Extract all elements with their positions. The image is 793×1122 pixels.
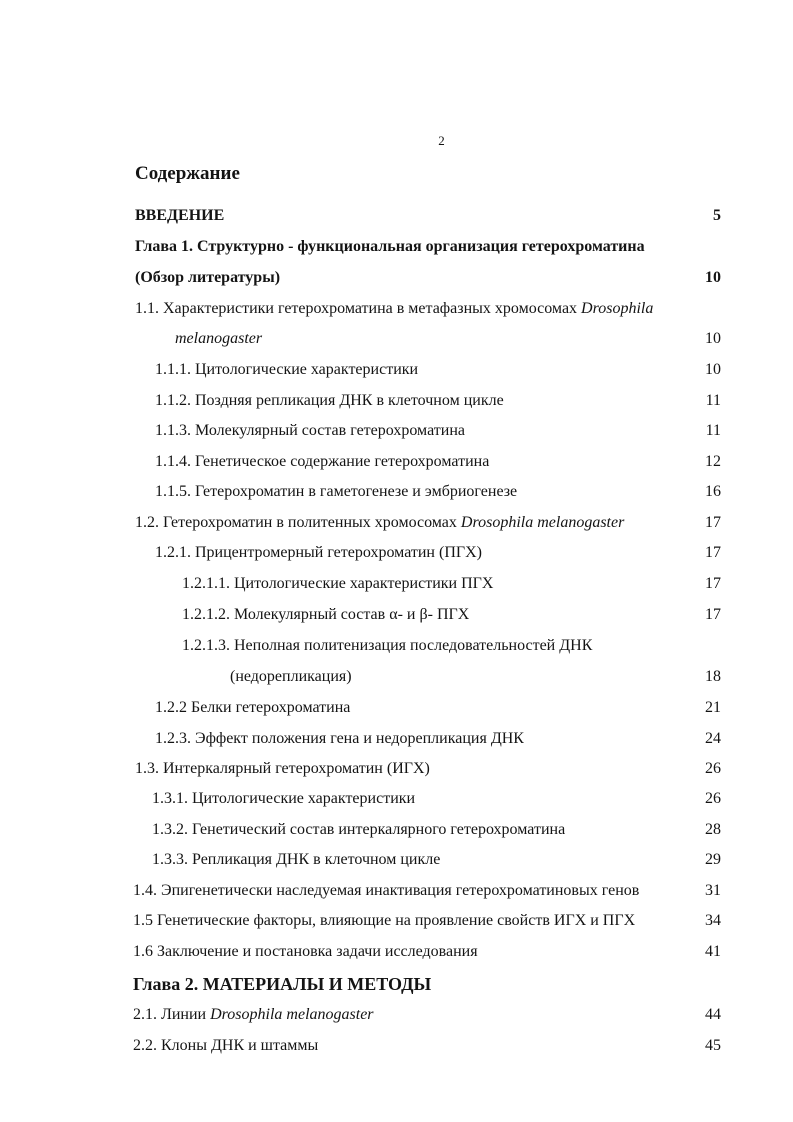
toc-entry-1-3-2[interactable] — [0, 818, 793, 842]
toc-entry-species: melanogaster — [175, 330, 263, 347]
toc-entry-1-1-2[interactable] — [0, 389, 793, 413]
toc-title: Содержание — [135, 163, 240, 184]
toc-entry-page: 12 — [705, 453, 721, 470]
toc-entry-page: 17 — [705, 514, 721, 531]
toc-entry-label: 1.6 Заключение и постановка задачи исследования — [133, 943, 478, 960]
toc-entry-page: 17 — [705, 606, 721, 623]
toc-entry-page: 11 — [705, 422, 721, 439]
toc-entry-label: 1.1.2. Поздняя репликация ДНК в клеточном цикле — [155, 392, 504, 409]
toc-entry-page: 18 — [705, 668, 721, 685]
toc-entry-1-2-3[interactable] — [0, 727, 793, 751]
toc-entry-label — [133, 1003, 374, 1027]
toc-entry-1-1-3[interactable] — [0, 419, 793, 443]
toc-entry-label: (недорепликация) — [230, 668, 352, 685]
toc-entry-label: 1.3.3. Репликация ДНК в клеточном цикле — [152, 851, 441, 868]
toc-entry-text: 1.2. Гетерохроматин в политенных хромосомах — [135, 514, 461, 531]
toc-entry-species: Drosophila — [581, 300, 654, 317]
toc-entry-label: ВВЕДЕНИЕ — [135, 207, 225, 224]
toc-entry-page: 41 — [705, 943, 721, 960]
toc-entry-label: 1.1.5. Гетерохроматин в гаметогенезе и эмбриогенезе — [155, 483, 518, 500]
toc-entry-1-2-1[interactable] — [0, 541, 793, 565]
toc-entry-1-2-1-1[interactable] — [0, 572, 793, 596]
toc-entry-page: 10 — [705, 330, 721, 347]
toc-entry-page: 28 — [705, 821, 721, 838]
toc-entry-page: 26 — [705, 760, 721, 777]
toc-entry-page: 5 — [713, 207, 721, 224]
toc-entry-label: 1.2.1.1. Цитологические характеристики ПГХ — [182, 575, 494, 592]
toc-entry-page: 11 — [705, 392, 721, 409]
toc-entry-page: 45 — [705, 1037, 721, 1054]
toc-entry-label: 1.3.2. Генетический состав интеркалярного гетерохроматина — [152, 821, 566, 838]
toc-entry-2-2[interactable] — [0, 1034, 793, 1058]
toc-entry-2-1[interactable] — [0, 1003, 793, 1027]
page-number: 2 — [438, 133, 445, 148]
toc-entry-1-5[interactable] — [0, 909, 793, 933]
toc-entry-introduction[interactable] — [0, 204, 793, 228]
toc-entry-species: Drosophila melanogaster — [210, 1006, 374, 1023]
toc-entry-label: Глава 1. Структурно - функциональная организация гетерохроматина — [135, 238, 645, 255]
toc-entry-label: 1.2.1.3. Неполная политенизация последовательностей ДНК — [182, 637, 593, 654]
toc-entry-label: 1.5 Генетические факторы, влияющие на проявление свойств ИГХ и ПГХ — [133, 912, 636, 929]
toc-entry-label — [175, 327, 262, 351]
toc-entry-chapter-2[interactable] — [0, 972, 793, 996]
toc-entry-label: (Обзор литературы) — [135, 269, 281, 286]
toc-entry-page: 29 — [705, 851, 721, 868]
toc-entry-page: 31 — [705, 882, 721, 899]
toc-entry-1-2-1-2[interactable] — [0, 603, 793, 627]
toc-entry-page: 24 — [705, 730, 721, 747]
toc-entry-1-1[interactable] — [0, 297, 793, 321]
toc-entry-1-3-3[interactable] — [0, 848, 793, 872]
toc-entry-text: 1.1. Характеристики гетерохроматина в метафазных хромосомах — [135, 300, 582, 317]
toc-entry-label: 1.2.2 Белки гетерохроматина — [155, 699, 351, 716]
toc-entry-page: 16 — [705, 483, 721, 500]
toc-entry-1-2-1-3-cont[interactable] — [0, 665, 793, 689]
toc-entry-label: 1.2.1. Прицентромерный гетерохроматин (ПГХ) — [155, 544, 483, 561]
toc-entry-chapter-1[interactable] — [0, 235, 793, 259]
toc-entry-label: 1.3.1. Цитологические характеристики — [152, 790, 416, 807]
toc-entry-1-1-cont[interactable] — [0, 327, 793, 351]
toc-entry-page: 10 — [705, 361, 721, 378]
toc-entry-1-2[interactable] — [0, 511, 793, 535]
toc-entry-1-1-1[interactable] — [0, 358, 793, 382]
toc-entry-label — [135, 297, 653, 321]
toc-entry-page: 26 — [705, 790, 721, 807]
toc-entry-label: 1.4. Эпигенетически наследуемая инактивация гетерохроматиновых генов — [133, 882, 640, 899]
toc-entry-1-3-1[interactable] — [0, 787, 793, 811]
toc-entry-page: 44 — [705, 1006, 721, 1023]
toc-entry-label: 1.1.4. Генетическое содержание гетерохроматина — [155, 453, 490, 470]
toc-entry-text: 2.1. Линии — [133, 1006, 211, 1023]
toc-entry-label: 1.2.1.2. Молекулярный состав α- и β- ПГХ — [182, 606, 470, 623]
toc-entry-page: 10 — [705, 269, 721, 286]
toc-entry-1-2-1-3[interactable] — [0, 634, 793, 658]
toc-entry-label: 1.1.1. Цитологические характеристики — [155, 361, 419, 378]
toc-entry-page: 34 — [705, 912, 721, 929]
toc-entry-label — [135, 511, 624, 535]
toc-entry-chapter-1-cont[interactable] — [0, 266, 793, 290]
toc-entry-page: 17 — [705, 544, 721, 561]
toc-entry-1-3[interactable] — [0, 757, 793, 781]
toc-entry-1-6[interactable] — [0, 940, 793, 964]
toc-entry-label: Глава 2. МАТЕРИАЛЫ И МЕТОДЫ — [133, 974, 432, 994]
toc-entry-label: 1.2.3. Эффект положения гена и недорепликация ДНК — [155, 730, 524, 747]
toc-entry-label: 1.3. Интеркалярный гетерохроматин (ИГХ) — [135, 760, 430, 777]
toc-entry-1-1-5[interactable] — [0, 480, 793, 504]
toc-entry-page: 21 — [705, 699, 721, 716]
toc-entry-label: 1.1.3. Молекулярный состав гетерохроматина — [155, 422, 465, 439]
toc-entry-page: 17 — [705, 575, 721, 592]
toc-entry-label: 2.2. Клоны ДНК и штаммы — [133, 1037, 319, 1054]
toc-entry-1-1-4[interactable] — [0, 450, 793, 474]
toc-entry-1-4[interactable] — [0, 879, 793, 903]
toc-entry-1-2-2[interactable] — [0, 696, 793, 720]
toc-entry-species: Drosophila melanogaster — [460, 514, 625, 531]
